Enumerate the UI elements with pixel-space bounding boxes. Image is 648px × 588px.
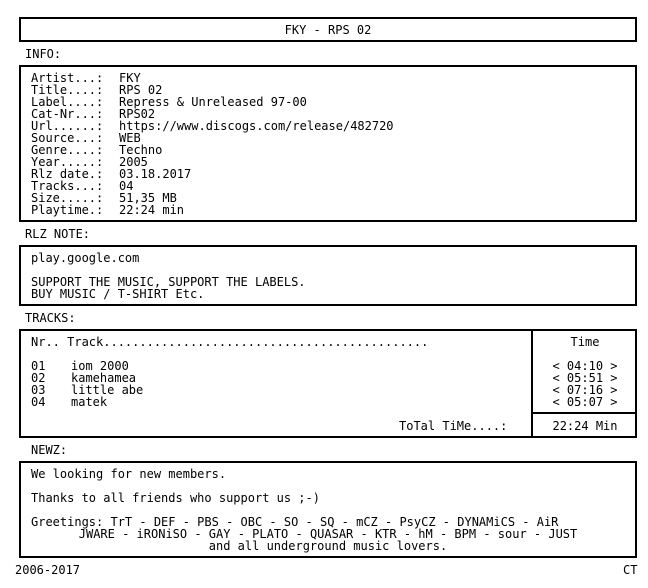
track-title: matek: [71, 395, 108, 409]
info-key: Source...:: [31, 131, 104, 145]
newz-line-2: Thanks to all friends who support us ;-): [31, 491, 320, 505]
info-key: Title....:: [31, 83, 104, 97]
info-value: WEB: [119, 131, 141, 145]
track-title: kamehamea: [71, 371, 137, 385]
footer-signature: CT: [623, 563, 638, 577]
info-value: 03.18.2017: [119, 167, 192, 181]
track-number: 03: [31, 383, 46, 397]
greetings-line-3: and all underground music lovers.: [208, 539, 448, 553]
track-time: < 04:10 >: [552, 359, 618, 373]
release-title: FKY - RPS 02: [284, 23, 372, 37]
info-value: RPS 02: [119, 83, 163, 97]
info-key: Artist...:: [31, 71, 104, 85]
total-time-label: ToTal TiMe....:: [399, 419, 508, 433]
tracks-total-divider: [531, 412, 637, 414]
track-time: < 07:16 >: [552, 383, 618, 397]
info-value: 22:24 min: [119, 203, 185, 217]
total-time-value: 22:24 Min: [552, 419, 618, 433]
info-key: Cat-Nr...:: [31, 107, 104, 121]
tracks-header: Nr.. Track.............................................: [31, 335, 429, 349]
info-value: Repress & Unreleased 97-00: [119, 95, 307, 109]
info-value: 2005: [119, 155, 148, 169]
info-value: https://www.discogs.com/release/482720: [119, 119, 394, 133]
info-key: Label....:: [31, 95, 104, 109]
info-value: Techno: [119, 143, 163, 157]
info-key: Tracks...:: [31, 179, 104, 193]
info-value: 51,35 MB: [119, 191, 177, 205]
track-number: 04: [31, 395, 46, 409]
info-key: Genre....:: [31, 143, 104, 157]
tracks-section-label: TRACKS:: [25, 311, 76, 325]
track-title: iom 2000: [71, 359, 129, 373]
info-value: FKY: [119, 71, 141, 85]
info-key: Url......:: [31, 119, 104, 133]
rlz-note-section-label: RLZ NOTE:: [25, 227, 91, 241]
track-time: < 05:51 >: [552, 371, 618, 385]
time-column-header: Time: [570, 335, 600, 349]
rlz-note-line: SUPPORT THE MUSIC, SUPPORT THE LABELS.: [31, 275, 306, 289]
info-value: RPS02: [119, 107, 156, 121]
track-number: 01: [31, 359, 46, 373]
info-key: Year.....:: [31, 155, 104, 169]
info-section-label: INFO:: [25, 47, 62, 61]
greetings-line-2: JWARE - iRONiSO - GAY - PLATO - QUASAR - KTR - hM - BPM - sour - JUST: [78, 527, 578, 541]
track-number: 02: [31, 371, 46, 385]
rlz-note-line: play.google.com: [31, 251, 140, 265]
info-key: Size.....:: [31, 191, 104, 205]
newz-line-1: We looking for new members.: [31, 467, 227, 481]
track-title: little abe: [71, 383, 144, 397]
info-box: [19, 65, 637, 222]
rlz-note-line: BUY MUSIC / T-SHIRT Etc.: [31, 287, 205, 301]
newz-section-label: NEWZ:: [31, 443, 68, 457]
info-key: Playtime.:: [31, 203, 104, 217]
footer-years: 2006-2017: [15, 563, 81, 577]
greetings-line-1: Greetings: TrT - DEF - PBS - OBC - SO - SQ - mCZ - PsyCZ - DYNAMiCS - AiR: [31, 515, 559, 529]
info-value: 04: [119, 179, 134, 193]
info-key: Rlz date.:: [31, 167, 104, 181]
track-time: < 05:07 >: [552, 395, 618, 409]
